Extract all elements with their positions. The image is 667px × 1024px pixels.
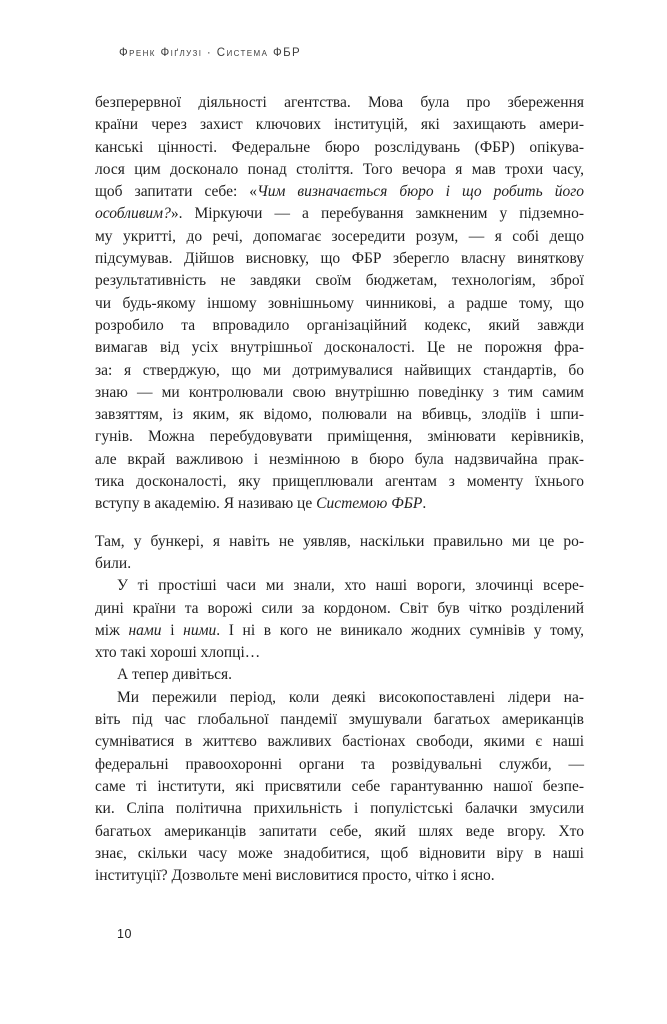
plain-text: завзяттям, із яким, як відомо, полювали на вбивць, злодіїв і шпи- xyxy=(95,406,584,424)
text-line xyxy=(95,203,584,225)
text-line xyxy=(95,137,584,159)
plain-text: били. xyxy=(95,554,132,572)
running-header: Френк Фіґлузі · Система ФБР xyxy=(119,47,302,59)
text-line xyxy=(95,798,584,820)
text-line xyxy=(95,471,584,493)
plain-text: чи будь-якому іншому зовнішньому чинникові, а радше тому, що xyxy=(95,294,584,312)
plain-text: але вкрай важливою і незмінною в бюро була надзвичайна прак- xyxy=(95,450,584,468)
plain-text: розробило та впровадило організаційний кодекс, який завжди xyxy=(95,316,584,334)
text-line xyxy=(95,181,584,203)
plain-text: тика досконалості, яку прищеплювали агентам з моменту їхнього xyxy=(95,473,584,491)
text-line xyxy=(95,493,584,515)
text-line xyxy=(95,553,584,575)
text-line xyxy=(95,315,584,337)
text-line xyxy=(95,843,584,865)
page-number: 10 xyxy=(117,927,133,941)
text-line xyxy=(95,664,584,686)
plain-text: вступу в академію. Я називаю це xyxy=(95,495,317,513)
text-line xyxy=(95,293,584,315)
text-line xyxy=(95,754,584,776)
text-line xyxy=(95,360,584,382)
text-line xyxy=(95,821,584,843)
plain-text: інституції? Дозвольте мені висловитися просто, чітко і ясно. xyxy=(95,867,495,885)
text-line xyxy=(95,687,584,709)
plain-text: лося цим досконало понад століття. Того вечора я мав трохи часу, xyxy=(95,160,584,178)
text-line xyxy=(95,404,584,426)
plain-text: підсумував. Дійшов висновку, що ФБР зберегло власну виняткову xyxy=(95,250,584,268)
italic-text: ними xyxy=(183,621,217,639)
paragraph xyxy=(95,531,584,576)
text-line xyxy=(95,248,584,270)
plain-text: Ми пережили період, коли деякі високопоставлені лідери на- xyxy=(117,688,584,706)
italic-text: Чим визначається бюро і що робить його xyxy=(257,183,584,201)
plain-text: вимагав від усіх внутрішньої досконалості. Це не порожня фра- xyxy=(95,339,584,357)
plain-text: федеральні правоохоронні органи та розвідувальні служби, — xyxy=(95,755,584,773)
plain-text: віть під час глобальної пандемії змушували багатьох американців xyxy=(95,711,584,729)
plain-text: за: я стверджую, що ми дотримувалися найвищих стандартів, бо xyxy=(95,361,584,379)
plain-text: . xyxy=(422,495,427,513)
plain-text: ». Міркуючи — а перебування замкненим у підземно- xyxy=(170,205,584,223)
plain-text: ки. Сліпа політична прихильність і популістські балачки змусили xyxy=(95,800,584,818)
plain-text: му укритті, до речі, допомагає зосередити розум, — я собі дещо xyxy=(95,227,584,245)
plain-text: багатьох американців запитати себе, який шлях веде вгору. Хто xyxy=(95,822,584,840)
plain-text: гунів. Можна перебудовувати приміщення, змінювати керівників, xyxy=(95,428,584,446)
paragraph xyxy=(95,687,584,888)
text-line xyxy=(95,159,584,181)
paragraph xyxy=(95,575,584,664)
body-text xyxy=(95,92,584,887)
italic-text: особливим? xyxy=(95,205,171,223)
text-line xyxy=(95,449,584,471)
plain-text: А тепер дивіться. xyxy=(117,666,233,684)
text-line xyxy=(95,382,584,404)
text-line xyxy=(95,731,584,753)
plain-text: саме ті інститути, які присвятили себе гарантуванню нашої безпе- xyxy=(95,777,584,795)
text-line xyxy=(95,865,584,887)
paragraph xyxy=(95,92,584,516)
plain-text: між xyxy=(95,621,129,639)
text-line xyxy=(95,226,584,248)
plain-text: знає, скільки часу може знадобитися, щоб відновити віру в наші xyxy=(95,844,584,862)
plain-text: і xyxy=(161,621,184,639)
text-line xyxy=(95,337,584,359)
text-line xyxy=(95,620,584,642)
paragraph xyxy=(95,664,584,686)
text-line xyxy=(95,776,584,798)
text-line xyxy=(95,531,584,553)
text-line xyxy=(95,709,584,731)
text-line xyxy=(95,114,584,136)
plain-text: канські цінності. Федеральне бюро розслідувань (ФБР) опікува- xyxy=(95,138,584,156)
plain-text: країни через захист ключових інституцій, які захищають амери- xyxy=(95,116,584,134)
text-line xyxy=(95,575,584,597)
text-line xyxy=(95,642,584,664)
plain-text: . І ні в кого не виникало жодних сумнівів у тому, xyxy=(216,621,584,639)
plain-text: У ті простіші часи ми знали, хто наші вороги, злочинці всере- xyxy=(117,577,584,595)
plain-text: щоб запитати себе: « xyxy=(95,183,258,201)
plain-text: дині країни та ворожі сили за кордоном. Світ був чітко розділений xyxy=(95,599,584,617)
text-line xyxy=(95,598,584,620)
plain-text: безперервної діяльності агентства. Мова була про збереження xyxy=(95,94,584,111)
plain-text: результативність не завдяки своїм бюджетам, технологіям, зброї xyxy=(95,272,584,290)
italic-text: нами xyxy=(128,621,162,639)
plain-text: знаю — ми контролювали свою внутрішню поведінку з тим самим xyxy=(95,383,584,401)
plain-text: сумніватися в життєво важливих бастіонах свободи, якими є наші xyxy=(95,733,584,751)
plain-text: Там, у бункері, я навіть не уявляв, наскільки правильно ми це ро- xyxy=(95,532,584,550)
text-line xyxy=(95,92,584,114)
text-line xyxy=(95,426,584,448)
text-line xyxy=(95,270,584,292)
italic-text: Системою ФБР xyxy=(316,495,423,513)
plain-text: хто такі хороші хлопці… xyxy=(95,644,261,662)
